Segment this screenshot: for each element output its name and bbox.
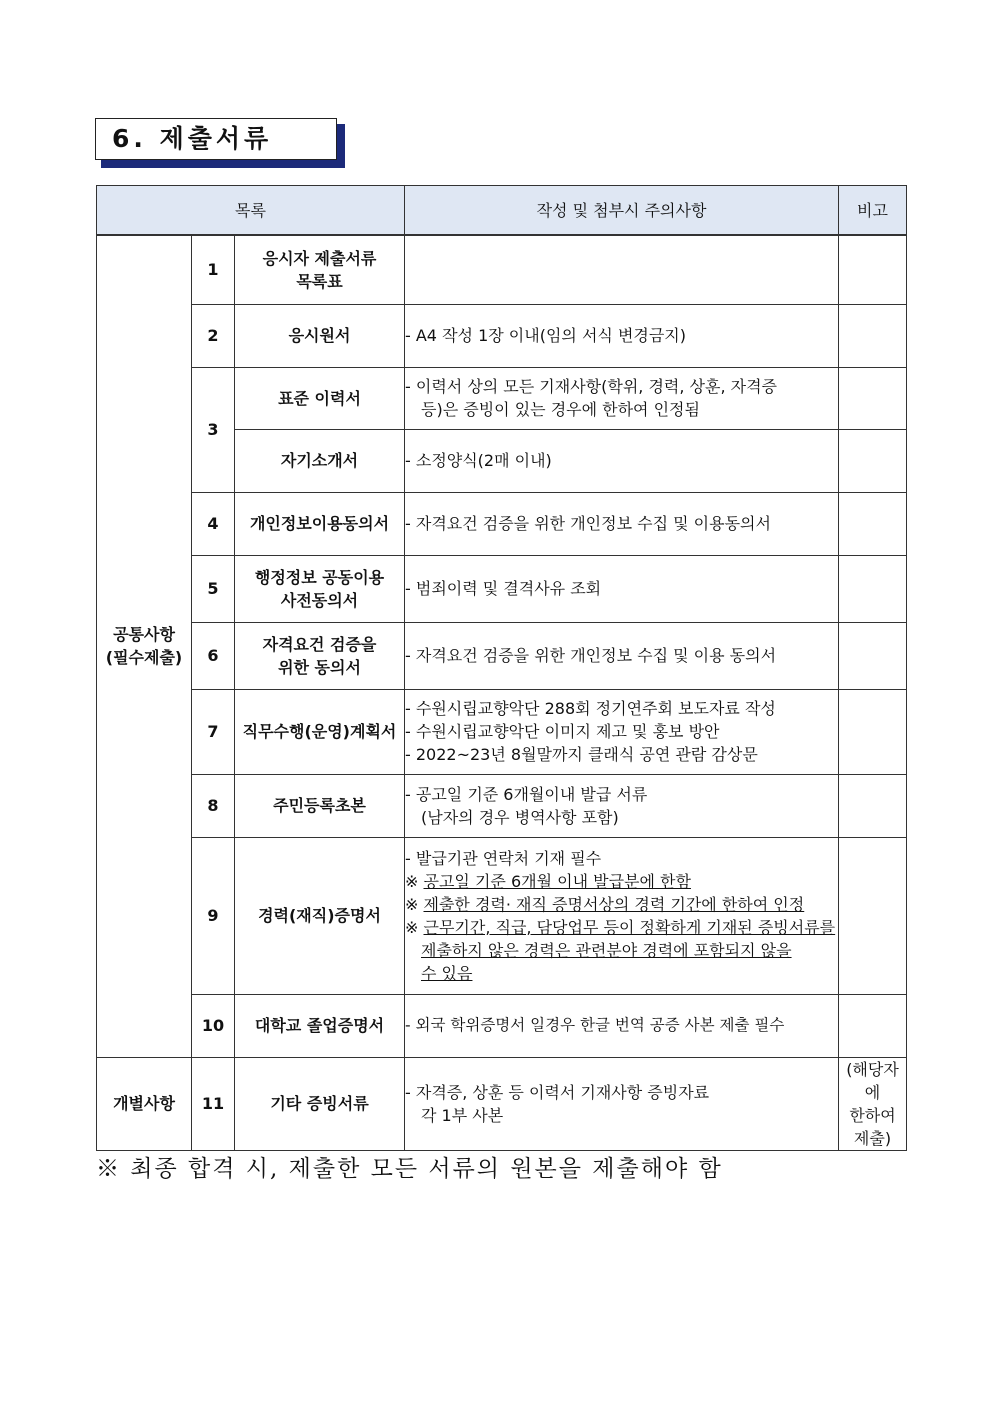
- reference-mark: ※: [405, 871, 419, 891]
- document-remark: [839, 622, 907, 689]
- document-notes: - A4 작성 1장 이내(임의 서식 변경금지): [405, 304, 839, 367]
- document-remark: [839, 492, 907, 555]
- document-remark: [839, 774, 907, 837]
- row-number: 6: [192, 622, 235, 689]
- document-remark: [839, 837, 907, 994]
- table-row: [97, 555, 907, 622]
- document-name: 대학교 졸업증명서: [235, 994, 405, 1057]
- document-notes: - 자격증, 상훈 등 이력서 기재사항 증빙자료 각 1부 사본: [405, 1057, 839, 1150]
- row-number: 9: [192, 837, 235, 994]
- table-row: [97, 235, 907, 304]
- document-remark: [839, 304, 907, 367]
- row-number: 11: [192, 1057, 235, 1150]
- table-header-row: [97, 186, 907, 236]
- header-notes: 작성 및 첨부시 주의사항: [405, 186, 839, 236]
- header-remark: 비고: [839, 186, 907, 236]
- document-name: 응시자 제출서류 목록표: [235, 235, 405, 304]
- row-number: 5: [192, 555, 235, 622]
- document-name: 개인정보이용동의서: [235, 492, 405, 555]
- document-name: 응시원서: [235, 304, 405, 367]
- row-number: 8: [192, 774, 235, 837]
- section-title: 6. 제출서류: [95, 118, 337, 160]
- row-number: 4: [192, 492, 235, 555]
- document-name: 경력(재직)증명서: [235, 837, 405, 994]
- group-common-sub: (필수제출): [105, 648, 183, 668]
- table-row: [97, 367, 907, 429]
- row-number: 10: [192, 994, 235, 1057]
- table-row: [97, 1057, 907, 1150]
- document-name: 직무수행(운영)계획서: [235, 689, 405, 774]
- header-list: 목록: [97, 186, 405, 236]
- table-row: [97, 304, 907, 367]
- footnote: ※ 최종 합격 시, 제출한 모든 서류의 원본을 제출해야 함: [96, 1156, 723, 1182]
- document-notes: [405, 235, 839, 304]
- document-remark: [839, 367, 907, 429]
- table-row: [97, 774, 907, 837]
- document-remark: [839, 429, 907, 492]
- document-remark: (해당자에 한하여 제출): [839, 1057, 907, 1150]
- table-row: [97, 492, 907, 555]
- group-common-label: 공통사항: [113, 625, 175, 645]
- group-individual: 개별사항: [97, 1057, 192, 1150]
- row-number: 3: [192, 367, 235, 492]
- document-notes: - 수원시립교향악단 288회 정기연주회 보도자료 작성 - 수원시립교향악단 이미지 제고 및 홍보 방안 - 2022~23년 8월말까지 클래식 공연 관람 감상문: [405, 689, 839, 774]
- document-name: 주민등록초본: [235, 774, 405, 837]
- document-notes: - 자격요건 검증을 위한 개인정보 수집 및 이용 동의서: [405, 622, 839, 689]
- row-number: 2: [192, 304, 235, 367]
- document-remark: [839, 235, 907, 304]
- document-remark: [839, 689, 907, 774]
- document-name: 행정정보 공동이용 사전동의서: [235, 555, 405, 622]
- document-name: 표준 이력서: [235, 367, 405, 429]
- document-notes: - 외국 학위증명서 일경우 한글 번역 공증 사본 제출 필수: [405, 994, 839, 1057]
- table-row: [97, 994, 907, 1057]
- row-number: 7: [192, 689, 235, 774]
- reference-mark: ※: [405, 894, 419, 914]
- document-remark: [839, 555, 907, 622]
- table-row: [97, 837, 907, 994]
- document-name: 자기소개서: [235, 429, 405, 492]
- document-notes: - 범죄이력 및 결격사유 조회: [405, 555, 839, 622]
- row-number: 1: [192, 235, 235, 304]
- section-heading: [95, 118, 345, 168]
- documents-table: [96, 185, 907, 1151]
- group-common: [97, 235, 192, 1057]
- table-row: [97, 689, 907, 774]
- document-notes: - 자격요건 검증을 위한 개인정보 수집 및 이용동의서: [405, 492, 839, 555]
- document-notes: - 소정양식(2매 이내): [405, 429, 839, 492]
- document-name: 기타 증빙서류: [235, 1057, 405, 1150]
- document-notes: - 발급기관 연락처 기재 필수 ※ 공고일 기준 6개월 이내 발급분에 한함 ※ 제출한 경력· 재직 증명서상의 경력 기간에 한하여 인정 ※ 근무기간, 직급, 담당업무 등이 정확하게 기재된 증빙서류를 제출하지 않은 경력은 관련분야 경력에 포함되지 않을 수 있음: [405, 837, 839, 994]
- document-notes: - 이력서 상의 모든 기재사항(학위, 경력, 상훈, 자격증 등)은 증빙이 있는 경우에 한하여 인정됨: [405, 367, 839, 429]
- document-notes: - 공고일 기준 6개월이내 발급 서류 (남자의 경우 병역사항 포함): [405, 774, 839, 837]
- document-name: 자격요건 검증을 위한 동의서: [235, 622, 405, 689]
- table-row: [97, 622, 907, 689]
- reference-mark: ※: [405, 917, 419, 937]
- document-remark: [839, 994, 907, 1057]
